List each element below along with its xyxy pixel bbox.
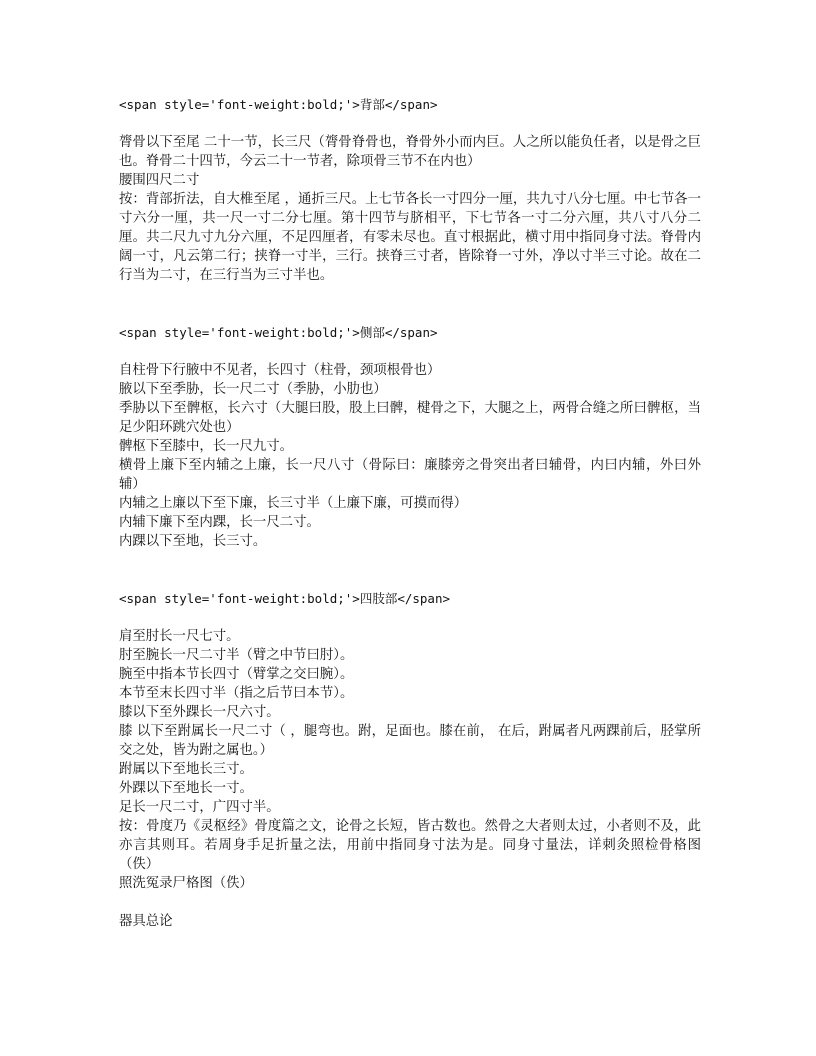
paragraph: 膝 以下至跗属长一尺二寸（ ，腿弯也。跗，足面也。膝在前， 在后，跗属者凡两踝前后，胫掌所交之处，皆为跗之属也。）	[119, 724, 701, 758]
section-side	[119, 323, 701, 551]
section-heading: <span style='font-weight:bold;'>四肢部</span>	[119, 591, 450, 606]
paragraph: 按：骨度乃《灵枢经》骨度篇之文，论骨之长短，皆古数也。然骨之大者则太过，小者则不及，此亦言其则耳。若周身手足折量之法，用前中指同身寸法为是。同身寸量法，详刺灸照检骨格图（佚）	[119, 819, 701, 872]
paragraph: 腕至中指本节长四寸（臂掌之交曰腕）。	[119, 667, 354, 682]
paragraph: 自柱骨下行腋中不见者，长四寸（柱骨，颈项根骨也）	[119, 363, 441, 378]
section-back	[119, 95, 701, 285]
section-limbs	[119, 589, 701, 893]
section-heading: <span style='font-weight:bold;'>侧部</span>	[119, 325, 438, 340]
paragraph: 内辅下廉下至内踝，长一尺二寸。	[119, 515, 320, 530]
paragraph: 内辅之上廉以下至下廉，长三寸半（上廉下廉，可摸而得）	[119, 496, 468, 511]
paragraph: 外踝以下至地长一寸。	[119, 781, 253, 796]
section-heading: <span style='font-weight:bold;'>背部</span>	[119, 97, 438, 112]
paragraph: 按：背部折法，自大椎至尾 ，通折三尺。上七节各长一寸四分一厘，共九寸八分七厘。中七节各一寸六分一厘，共一尺一寸二分七厘。第十四节与脐相平，下七节各一寸二分六厘，共八寸八分二厘。共二尺九寸九分六厘，不足四厘者，有零未尽也。直寸根据此，横寸用中指同身寸法。脊骨内阔一寸，凡云第二行；挟脊一寸半，三行。挟脊三寸者，皆除脊一寸外，净以寸半三寸论。故在二行当为二寸，在三行当为三寸半也。	[119, 192, 701, 283]
paragraph: 内踝以下至地，长三寸。	[119, 534, 267, 549]
paragraph: 照洗冤录尸格图（佚）	[119, 876, 253, 891]
document-body	[119, 95, 701, 931]
paragraph: 横骨上廉下至内辅之上廉，长一尺八寸（骨际曰：廉膝旁之骨突出者曰辅骨，内曰内辅，外曰外辅）	[119, 458, 701, 492]
paragraph: 膂骨以下至尾 二十一节，长三尺（膂骨脊骨也，脊骨外小而内巨。人之所以能负任者，以是骨之巨也。脊骨二十四节，今云二十一节者，除项骨三节不在内也）	[119, 135, 701, 169]
paragraph: 膝以下至外踝长一尺六寸。	[119, 705, 280, 720]
paragraph: 肘至腕长一尺二寸半（臂之中节曰肘）。	[119, 648, 354, 663]
paragraph: 足长一尺二寸，广四寸半。	[119, 800, 280, 815]
paragraph: 本节至末长四寸半（指之后节曰本节）。	[119, 686, 354, 701]
closing-heading: 器具总论	[119, 914, 173, 929]
paragraph: 腰围四尺二寸	[119, 173, 200, 188]
paragraph: 肩至肘长一尺七寸。	[119, 629, 240, 644]
paragraph: 腋以下至季胁，长一尺二寸（季胁，小肋也）	[119, 382, 387, 397]
paragraph: 髀枢下至膝中，长一尺九寸。	[119, 439, 294, 454]
paragraph: 季胁以下至髀枢，长六寸（大腿曰股，股上曰髀，楗骨之下，大腿之上，两骨合缝之所曰髀枢，当足少阳环跳穴处也）	[119, 401, 701, 435]
paragraph: 跗属以下至地长三寸。	[119, 762, 253, 777]
